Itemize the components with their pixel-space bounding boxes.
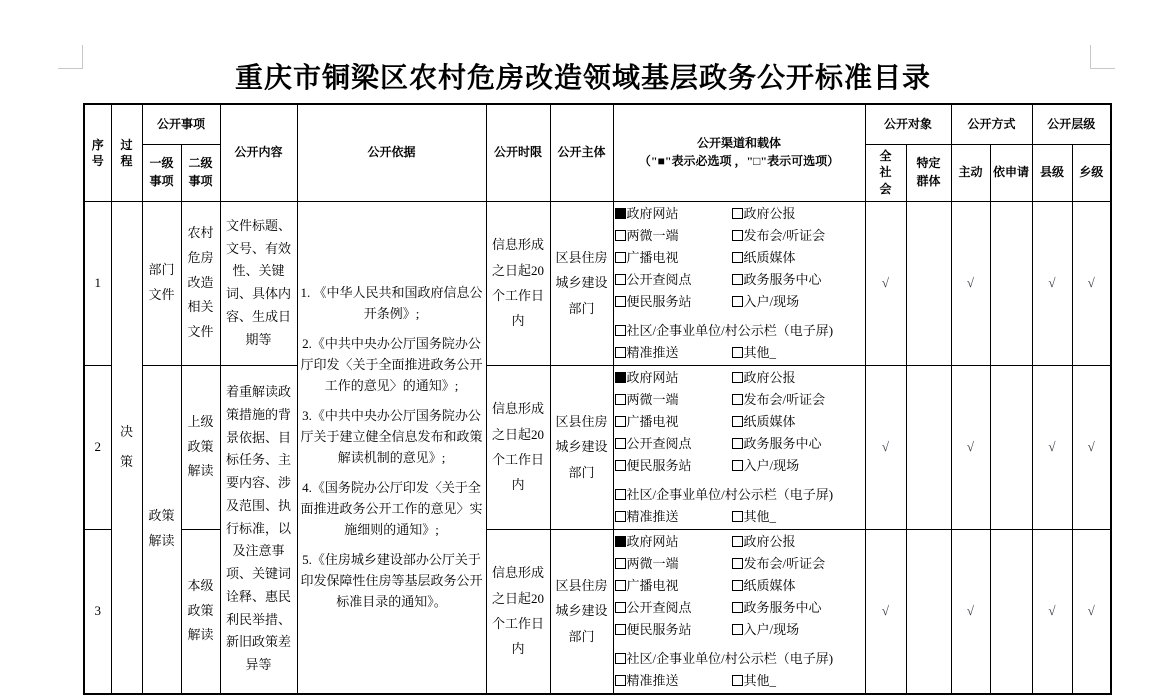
cell-level1-rows23 xyxy=(142,365,181,694)
basis-item: 4.《国务院办公厅印发〈关于全面推进政务公开工作的意见〉实施细则的通知》; xyxy=(300,480,483,538)
channel-option xyxy=(732,291,800,313)
channel-label: 发布会/听证会 xyxy=(743,227,826,243)
cell-time-limit-row1: 信息形成之日起20个工作日内 xyxy=(486,201,550,365)
cell-check-society-row3: √ xyxy=(865,529,906,694)
channel-option xyxy=(615,597,732,619)
cell-channels-row2 xyxy=(613,365,865,529)
cell-serial-3: 3 xyxy=(84,529,111,694)
checkbox-unchecked-icon xyxy=(732,252,743,263)
channel-label: 纸质媒体 xyxy=(743,577,796,593)
col-header-subject: 公开主体 xyxy=(550,104,613,201)
channel-label: 精准推送 xyxy=(626,672,679,688)
channel-line xyxy=(615,203,864,225)
cell-check-society-row2: √ xyxy=(865,365,906,529)
checkbox-unchecked-icon xyxy=(732,372,743,383)
basis-item: 1. 《中华人民共和国政府信息公开条例》; xyxy=(300,284,483,321)
checkbox-unchecked-icon xyxy=(615,511,626,522)
checkbox-unchecked-icon xyxy=(732,438,743,449)
col-header-specific-group-label: 特定群体 xyxy=(916,156,941,188)
col-header-specific-group xyxy=(906,144,951,201)
checkbox-unchecked-icon xyxy=(732,347,743,358)
cell-check-request-row3 xyxy=(990,529,1032,694)
channel-line xyxy=(615,506,864,528)
channel-label: 两微一端 xyxy=(626,555,679,571)
cell-check-specific-row1 xyxy=(906,201,951,365)
cell-check-township-row2: √ xyxy=(1072,365,1111,529)
col-header-level2 xyxy=(181,144,220,201)
channel-label: 政府网站 xyxy=(626,205,679,221)
checkbox-unchecked-icon xyxy=(732,624,743,635)
col-header-whole-society-label: 全社会 xyxy=(879,149,892,196)
col-header-time-limit: 公开时限 xyxy=(486,104,550,201)
checkbox-unchecked-icon xyxy=(615,624,626,635)
checkbox-unchecked-icon xyxy=(732,296,743,307)
channel-label: 政务服务中心 xyxy=(743,435,822,451)
channel-option xyxy=(732,575,796,597)
col-header-basis: 公开依据 xyxy=(297,104,486,201)
col-header-level1 xyxy=(142,144,181,201)
channel-label: 便民服务站 xyxy=(626,457,692,473)
checkbox-unchecked-icon xyxy=(732,558,743,569)
channel-option xyxy=(732,342,777,364)
cell-channels-row3 xyxy=(613,529,865,694)
cell-level2-row1 xyxy=(181,201,220,365)
checkbox-unchecked-icon xyxy=(615,274,626,285)
cell-check-county-row1: √ xyxy=(1032,201,1072,365)
col-header-township: 乡级 xyxy=(1072,144,1111,201)
cell-check-society-row1: √ xyxy=(865,201,906,365)
channel-option xyxy=(615,269,732,291)
checkbox-unchecked-icon xyxy=(732,416,743,427)
cell-check-county-row3: √ xyxy=(1032,529,1072,694)
cell-content-row1: 文件标题、文号、有效性、关键词、具体内容、生成日期等 xyxy=(220,201,297,365)
cell-check-township-row3: √ xyxy=(1072,529,1111,694)
channel-option xyxy=(615,553,732,575)
cell-time-limit-row2: 信息形成之日起20个工作日内 xyxy=(486,365,550,529)
channel-label: 政务服务中心 xyxy=(743,599,822,615)
channel-line xyxy=(615,291,864,313)
channel-option xyxy=(732,389,826,411)
channel-label: 其他_ xyxy=(743,672,777,688)
checkbox-unchecked-icon xyxy=(732,394,743,405)
channel-option xyxy=(732,367,796,389)
channel-option xyxy=(615,619,732,641)
checkbox-checked-icon xyxy=(615,536,626,547)
channel-option xyxy=(732,247,796,269)
checkbox-unchecked-icon xyxy=(615,460,626,471)
cell-level2-row2-label: 上级政策解读 xyxy=(187,413,214,479)
channel-label: 公开查阅点 xyxy=(626,271,692,287)
checkbox-unchecked-icon xyxy=(732,460,743,471)
cell-check-active-row3: √ xyxy=(951,529,990,694)
cell-content-rows23: 着重解读政策措施的背景依据、目标任务、主要内容、涉及范围、执行标准，以及注意事项、关键词诠释、惠民利民举措、新旧政策差异等 xyxy=(220,365,297,694)
channel-option xyxy=(732,203,796,225)
cell-level1-rows23-label: 政策解读 xyxy=(148,508,175,548)
channel-label: 政府公报 xyxy=(743,369,796,385)
cell-level2-row2 xyxy=(181,365,220,529)
table-row-2 xyxy=(84,365,1111,529)
col-header-method: 公开方式 xyxy=(951,104,1032,144)
channel-label: 其他_ xyxy=(743,344,777,360)
col-header-channels-note: （"■"表示必选项 ，"□"表示可选项） xyxy=(638,153,840,168)
channel-label: 纸质媒体 xyxy=(743,249,796,265)
channel-label: 发布会/听证会 xyxy=(743,391,826,407)
cell-level2-row3-label: 本级政策解读 xyxy=(187,577,214,643)
channel-line xyxy=(615,389,864,411)
cell-check-specific-row2 xyxy=(906,365,951,529)
channel-label: 入户/现场 xyxy=(743,457,800,473)
col-header-content: 公开内容 xyxy=(220,104,297,201)
channel-label: 两微一端 xyxy=(626,391,679,407)
channel-option xyxy=(615,433,732,455)
basis-item: 2.《中共中央办公厅国务院办公厅印发〈关于全面推进政务公开工作的意见〉的通知》; xyxy=(300,335,483,393)
channel-option xyxy=(615,320,834,342)
channel-option xyxy=(615,389,732,411)
channel-line xyxy=(615,342,864,364)
channel-line xyxy=(615,484,864,506)
cell-check-specific-row3 xyxy=(906,529,951,694)
col-header-audience: 公开对象 xyxy=(865,104,951,144)
col-header-process-label: 过程 xyxy=(120,137,133,168)
checkbox-unchecked-icon xyxy=(615,347,626,358)
channel-line xyxy=(615,433,864,455)
checkbox-unchecked-icon xyxy=(615,394,626,405)
channel-option xyxy=(732,619,800,641)
channel-label: 社区/企事业单位/村公示栏（电子屏) xyxy=(626,486,834,502)
channel-label: 发布会/听证会 xyxy=(743,555,826,571)
checkbox-unchecked-icon xyxy=(732,274,743,285)
channel-label: 政府网站 xyxy=(626,369,679,385)
cell-serial-1: 1 xyxy=(84,201,111,365)
channel-option xyxy=(732,597,822,619)
channel-option xyxy=(615,484,834,506)
channel-line xyxy=(615,247,864,269)
channel-label: 政府公报 xyxy=(743,533,796,549)
col-header-serial-label: 序号 xyxy=(91,137,104,168)
cell-check-request-row1 xyxy=(990,201,1032,365)
checkbox-unchecked-icon xyxy=(615,558,626,569)
channel-label: 政务服务中心 xyxy=(743,271,822,287)
col-header-matters: 公开事项 xyxy=(142,104,220,144)
col-header-on-request: 依申请 xyxy=(990,144,1032,201)
channel-label: 政府网站 xyxy=(626,533,679,549)
cell-serial-2: 2 xyxy=(84,365,111,529)
channel-line xyxy=(615,269,864,291)
channel-option xyxy=(615,225,732,247)
cell-check-active-row2: √ xyxy=(951,365,990,529)
channel-option xyxy=(732,433,822,455)
channel-label: 公开查阅点 xyxy=(626,435,692,451)
checkbox-unchecked-icon xyxy=(615,416,626,427)
cell-level1-row1-label: 部门文件 xyxy=(148,262,175,302)
checkbox-checked-icon xyxy=(615,372,626,383)
checkbox-unchecked-icon xyxy=(732,208,743,219)
basis-item: 3.《中共中央办公厅国务院办公厅关于建立健全信息发布和政策解读机制的意见》; xyxy=(300,407,483,465)
col-header-serial xyxy=(84,104,111,201)
channel-label: 精准推送 xyxy=(626,344,679,360)
channel-option xyxy=(615,247,732,269)
cell-process-merged xyxy=(111,201,142,694)
checkbox-unchecked-icon xyxy=(615,653,626,664)
checkbox-unchecked-icon xyxy=(732,602,743,613)
cell-check-active-row1: √ xyxy=(951,201,990,365)
checkbox-unchecked-icon xyxy=(615,252,626,263)
channel-label: 广播电视 xyxy=(626,249,679,265)
cell-time-limit-row3: 信息形成之日起20个工作日内 xyxy=(486,529,550,694)
cell-check-township-row1: √ xyxy=(1072,201,1111,365)
channel-option xyxy=(732,455,800,477)
col-header-level1-label: 一级事项 xyxy=(149,156,174,188)
cell-check-request-row2 xyxy=(990,365,1032,529)
checkbox-unchecked-icon xyxy=(615,438,626,449)
channel-label: 便民服务站 xyxy=(626,293,692,309)
channel-label: 政府公报 xyxy=(743,205,796,221)
channel-label: 入户/现场 xyxy=(743,621,800,637)
channel-label: 公开查阅点 xyxy=(626,599,692,615)
checkbox-unchecked-icon xyxy=(615,602,626,613)
col-header-level: 公开层级 xyxy=(1032,104,1111,144)
channel-option xyxy=(732,269,822,291)
channel-option xyxy=(732,411,796,433)
channel-option xyxy=(615,506,732,528)
channel-label: 纸质媒体 xyxy=(743,413,796,429)
channel-label: 两微一端 xyxy=(626,227,679,243)
channel-line xyxy=(615,531,864,553)
channel-option xyxy=(615,575,732,597)
checkbox-unchecked-icon xyxy=(732,536,743,547)
channel-line xyxy=(615,320,864,342)
channel-option xyxy=(732,506,777,528)
cell-level2-row1-label: 农村危房改造相关文件 xyxy=(187,225,214,340)
channel-line xyxy=(615,553,864,575)
channel-label: 广播电视 xyxy=(626,577,679,593)
channel-label: 入户/现场 xyxy=(743,293,800,309)
checkbox-unchecked-icon xyxy=(615,296,626,307)
channel-label: 便民服务站 xyxy=(626,621,692,637)
channel-line xyxy=(615,367,864,389)
col-header-process xyxy=(111,104,142,201)
channel-option xyxy=(615,531,732,553)
cell-process-label: 决策 xyxy=(119,424,133,469)
channel-option xyxy=(615,411,732,433)
cell-basis-merged xyxy=(297,201,486,694)
cell-level2-row3 xyxy=(181,529,220,694)
channel-option xyxy=(732,225,826,247)
channel-label: 精准推送 xyxy=(626,508,679,524)
col-header-active: 主动 xyxy=(951,144,990,201)
cell-check-county-row2: √ xyxy=(1032,365,1072,529)
channel-option xyxy=(615,203,732,225)
cell-subject-row3: 区县住房城乡建设部门 xyxy=(550,529,613,694)
table-row-1 xyxy=(84,201,1111,365)
basis-item: 5.《住房城乡建设部办公厅关于印发保障性住房等基层政务公开标准目录的通知》。 xyxy=(300,552,483,610)
channel-line xyxy=(615,575,864,597)
col-header-level2-label: 二级事项 xyxy=(188,156,213,188)
channel-label: 社区/企事业单位/村公示栏（电子屏) xyxy=(626,650,834,666)
channel-line xyxy=(615,455,864,477)
checkbox-unchecked-icon xyxy=(615,580,626,591)
channel-label: 广播电视 xyxy=(626,413,679,429)
cell-subject-row2: 区县住房城乡建设部门 xyxy=(550,365,613,529)
channel-option xyxy=(615,367,732,389)
checkbox-unchecked-icon xyxy=(732,230,743,241)
channel-line xyxy=(615,648,864,670)
channel-line xyxy=(615,597,864,619)
document-title: 重庆市铜梁区农村危房改造领域基层政务公开标准目录 xyxy=(234,63,931,94)
col-header-county: 县级 xyxy=(1032,144,1072,201)
cell-level1-row1 xyxy=(142,201,181,365)
channel-label: 其他_ xyxy=(743,508,777,524)
channel-option xyxy=(615,342,732,364)
col-header-whole-society xyxy=(865,144,906,201)
col-header-channels xyxy=(613,104,865,201)
channel-line xyxy=(615,619,864,641)
channel-label: 社区/企事业单位/村公示栏（电子屏) xyxy=(626,322,834,338)
cell-channels-row1 xyxy=(613,201,865,365)
disclosure-standards-table xyxy=(83,103,1112,695)
channel-option xyxy=(615,648,834,670)
channel-option xyxy=(615,455,732,477)
channel-option xyxy=(732,531,796,553)
checkbox-unchecked-icon xyxy=(732,511,743,522)
cell-subject-row1: 区县住房城乡建设部门 xyxy=(550,201,613,365)
checkbox-unchecked-icon xyxy=(732,580,743,591)
channel-option xyxy=(732,553,826,575)
channel-option xyxy=(615,291,732,313)
checkbox-checked-icon xyxy=(615,208,626,219)
channel-line xyxy=(615,411,864,433)
checkbox-unchecked-icon xyxy=(615,325,626,336)
channel-line xyxy=(615,225,864,247)
checkbox-unchecked-icon xyxy=(615,489,626,500)
col-header-channels-title: 公开渠道和载体 xyxy=(696,136,781,151)
checkbox-unchecked-icon xyxy=(615,230,626,241)
